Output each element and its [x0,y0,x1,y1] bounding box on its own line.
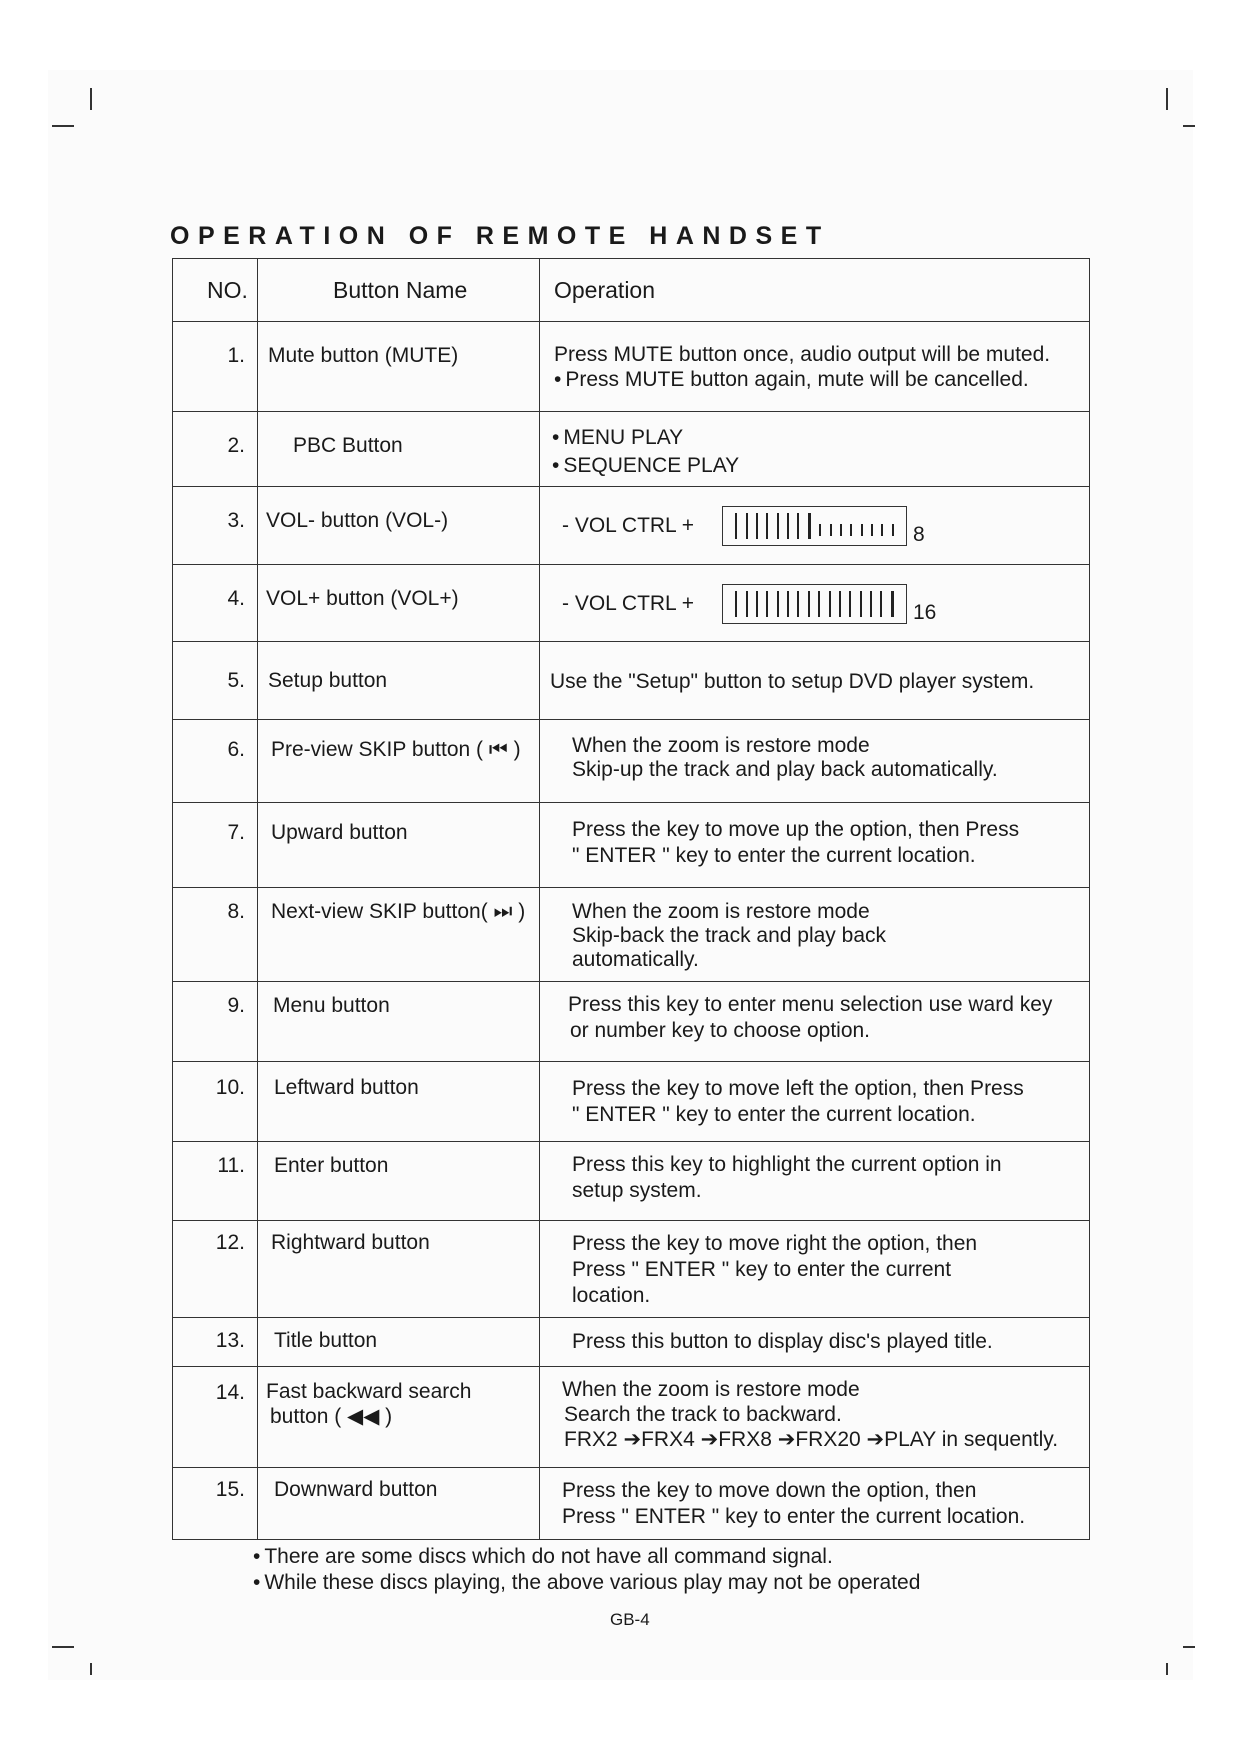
volume-tick [881,524,883,536]
row-number: 5. [227,669,245,692]
row-number: 15. [215,1478,245,1501]
row-number: 13. [215,1329,245,1352]
table-row [173,642,1090,720]
table-row [173,982,1090,1062]
row-number: 9. [227,994,245,1017]
row-number: 8. [227,900,245,923]
button-name: Menu button [273,994,390,1017]
column-header-operation: Operation [540,259,1090,322]
crop-mark [1183,1646,1195,1648]
table-row [173,487,1090,565]
operation-line: Press " ENTER " key to enter the current [572,1258,952,1281]
table-row [173,322,1090,412]
table-row [173,412,1090,487]
table-row [173,1318,1090,1367]
volume-value: 8 [913,523,925,546]
operation-line: Skip-back the track and play back [572,924,886,947]
volume-tick [777,591,779,617]
table-row [173,1221,1090,1318]
volume-tick [819,524,821,536]
table-row [173,803,1090,888]
row-number: 2. [227,434,245,457]
button-name: Next-view SKIP button( ⏭ ) [271,900,526,923]
volume-tick [829,591,831,617]
crop-mark [1166,1663,1168,1675]
volume-tick [880,591,882,617]
operation-line: Press the key to move up the option, then Press [572,818,1020,841]
volume-tick [870,591,872,617]
volume-control-label: - VOL CTRL + [562,514,695,537]
volume-tick [808,591,810,617]
volume-tick [891,591,894,617]
operation-line: automatically. [572,948,699,971]
table-row [173,720,1090,803]
table-header-row [173,259,1090,322]
page-number: GB-4 [610,1610,650,1629]
row-number: 3. [227,509,245,532]
button-name: Setup button [268,669,388,692]
table-row [173,1142,1090,1221]
button-name: Title button [274,1329,378,1352]
table-row [173,888,1090,982]
crop-mark [90,1663,92,1675]
operation-line: Press the key to move left the option, then Press [572,1077,1024,1100]
operation-line: Use the "Setup" button to setup DVD player system. [550,670,1035,693]
operation-line: " ENTER " key to enter the current location. [572,1103,976,1126]
page-title: OPERATION OF REMOTE HANDSET [170,222,830,250]
volume-tick [892,524,894,536]
operation-line: Press this button to display disc's played title. [572,1330,993,1353]
crop-mark [52,1646,74,1648]
footnotes [253,1544,920,1596]
operation-line: • SEQUENCE PLAY [552,452,1089,480]
volume-tick [830,524,832,536]
operation-line: • Press MUTE button again, mute will be cancelled. [554,367,1089,392]
button-name: Downward button [274,1478,438,1501]
footnote: • There are some discs which do not have all command signal. [253,1544,920,1570]
row-number: 12. [215,1231,245,1254]
volume-tick [756,513,758,539]
column-header-button-name: Button Name [258,259,540,322]
volume-tick [766,591,768,617]
table-row [173,1468,1090,1540]
volume-tick [797,591,799,617]
button-name: Fast backward search [266,1380,472,1403]
volume-tick [839,591,841,617]
row-number: 6. [227,738,245,761]
table-row [173,565,1090,642]
button-name: Pre-view SKIP button ( ⏮ ) [271,738,521,761]
operation-line: Press the key to move right the option, then [572,1232,978,1255]
volume-tick [777,513,779,539]
volume-tick [871,524,873,536]
button-name: VOL- button (VOL-) [266,509,449,532]
table-row [173,1367,1090,1468]
footnote: • While these discs playing, the above various play may not be operated [253,1570,920,1596]
row-number: 1. [227,344,245,367]
volume-tick [808,513,811,539]
operation-line: Press this key to enter menu selection use ward key [568,993,1053,1016]
crop-mark [52,125,74,127]
volume-tick [850,524,852,536]
crop-mark [1183,125,1195,127]
volume-tick [818,591,820,617]
volume-tick [840,524,842,536]
volume-tick [766,513,768,539]
operation-line: setup system. [572,1179,702,1202]
volume-tick [861,524,863,536]
operation-line: Press " ENTER " key to enter the current location. [562,1505,1026,1528]
row-number: 10. [215,1076,245,1099]
volume-tick [849,591,851,617]
operation-line: " ENTER " key to enter the current location. [572,844,976,867]
operation-line: When the zoom is restore mode [572,734,870,757]
operation-line: When the zoom is restore mode [562,1378,860,1401]
operation-line: When the zoom is restore mode [572,900,870,923]
operation-line: FRX2 ➔FRX4 ➔FRX8 ➔FRX20 ➔PLAY in sequently. [564,1428,1059,1451]
crop-mark [1166,88,1168,110]
volume-tick [756,591,758,617]
crop-mark [90,88,92,110]
volume-tick [746,591,748,617]
remote-operations-table [172,258,1090,1540]
volume-tick [746,513,748,539]
button-name: Mute button (MUTE) [268,344,459,367]
column-header-no: NO. [173,259,258,322]
operation-line: or number key to choose option. [570,1019,871,1042]
volume-tick [797,513,799,539]
volume-tick [735,591,737,617]
operation-line: • MENU PLAY [552,424,1089,452]
operation-line: Skip-up the track and play back automatically. [572,758,998,781]
operation-line: Press MUTE button once, audio output will be muted. [554,343,1051,366]
button-name: Upward button [271,821,408,844]
volume-control-label: - VOL CTRL + [562,592,695,615]
row-number: 14. [215,1381,245,1404]
operation-line: location. [572,1284,651,1307]
volume-tick [787,591,789,617]
volume-tick [860,591,862,617]
row-number: 4. [227,587,245,610]
button-name: button ( ◀◀ ) [270,1405,393,1428]
button-name: Enter button [274,1154,389,1177]
operation-line: Search the track to backward. [564,1403,842,1426]
button-name: PBC Button [293,434,403,457]
volume-bar [722,584,907,624]
volume-tick [787,513,789,539]
button-name: Rightward button [271,1231,430,1254]
volume-bar [722,506,907,546]
volume-tick [735,513,737,539]
row-number: 7. [227,821,245,844]
operation-line: Press this key to highlight the current option in [572,1153,1002,1176]
operation-line: Press the key to move down the option, then [562,1479,977,1502]
volume-value: 16 [913,601,937,624]
button-name: Leftward button [274,1076,419,1099]
button-name: VOL+ button (VOL+) [266,587,459,610]
row-number: 11. [217,1154,245,1177]
table-row [173,1062,1090,1142]
